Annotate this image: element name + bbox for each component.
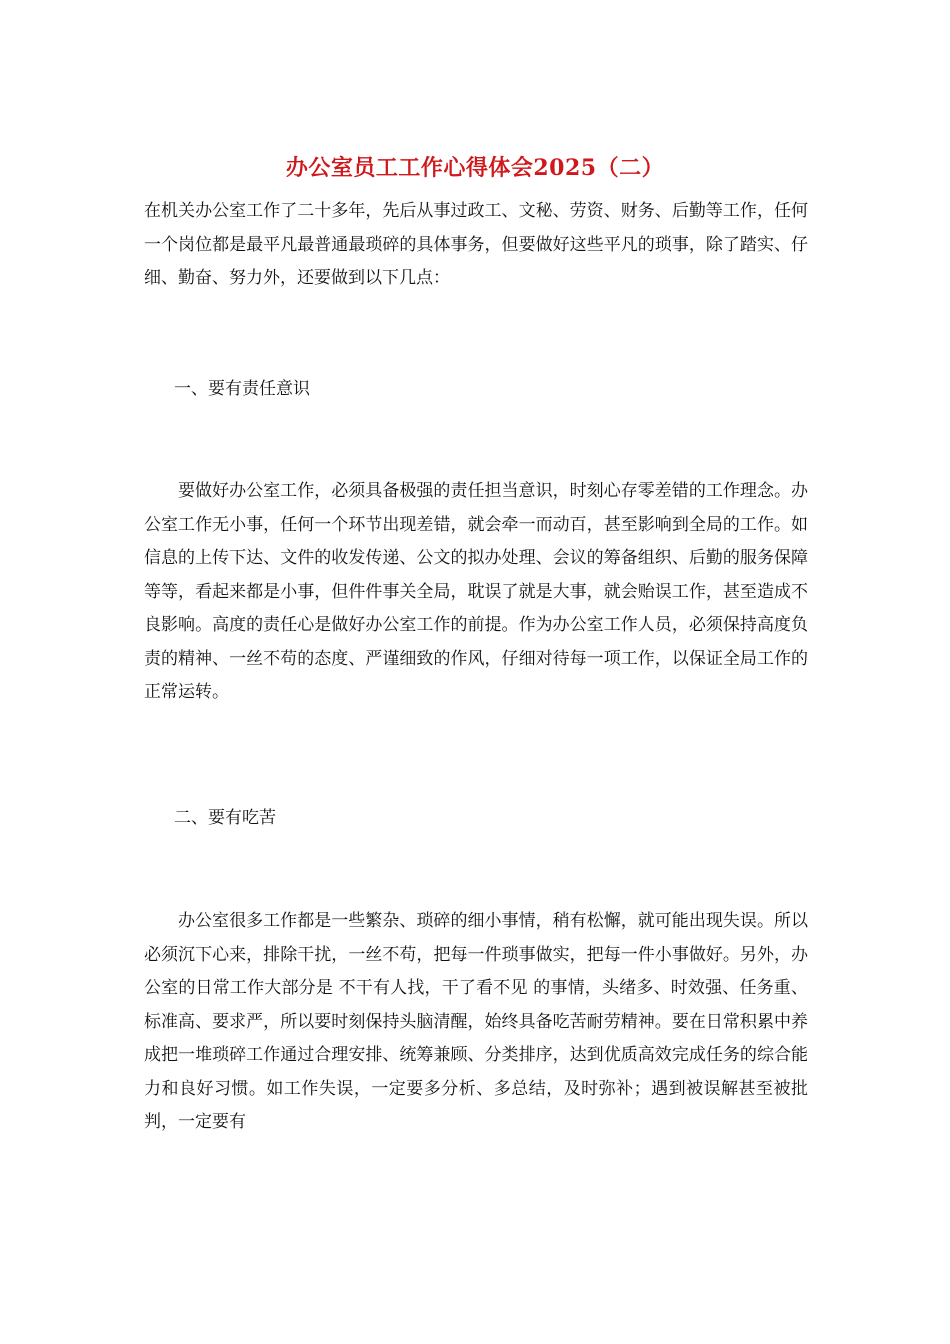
section-body-hardship: 办公室很多工作都是一些繁杂、琐碎的细小事情，稍有松懈，就可能出现失误。所以必须沉下心来，排除干扰，一丝不苟，把每一件琐事做实，把每一件小事做好。另外，办公室的日常工作大部分是 不干有人找，干了看不见 的事情，头绪多、时效强、任务重、标准高、要求严，所以要时刻保持头脑清醒，始终具备吃苦耐劳精神。要在日常积累中养成把一堆琐碎工作通过合理安排、统筹兼顾、分类排序，达到优质高效完成任务的综合能力和良好习惯。如工作失误，一定要多分析、多总结，及时弥补；遇到被误解甚至被批判，一定要有 xyxy=(144,911,808,1132)
document-title: 办公室员工工作心得体会2025（二） xyxy=(285,155,665,181)
section-heading-hardship: 二、要有吃苦 xyxy=(174,808,276,828)
intro-paragraph: 在机关办公室工作了二十多年，先后从事过政工、文秘、劳资、财务、后勤等工作，任何一个岗位都是最平凡最普通最琐碎的具体事务，但要做好这些平凡的琐事，除了踏实、仔细、勤奋、努力外，还要做到以下几点： xyxy=(144,201,808,288)
section-heading-responsibility: 一、要有责任意识 xyxy=(174,379,310,399)
section-body-responsibility: 要做好办公室工作，必须具备极强的责任担当意识，时刻心存零差错的工作理念。办公室工作无小事，任何一个环节出现差错，就会牵一而动百，甚至影响到全局的工作。如信息的上传下达、文件的收发传递、公文的拟办处理、会议的筹备组织、后勤的服务保障等等，看起来都是小事，但件件事关全局，耽误了就是大事，就会贻误工作，甚至造成不良影响。高度的责任心是做好办公室工作的前提。作为办公室工作人员，必须保持高度负责的精神、一丝不苟的态度、严谨细致的作风，仔细对待每一项工作，以保证全局工作的正常运转。 xyxy=(144,481,808,702)
